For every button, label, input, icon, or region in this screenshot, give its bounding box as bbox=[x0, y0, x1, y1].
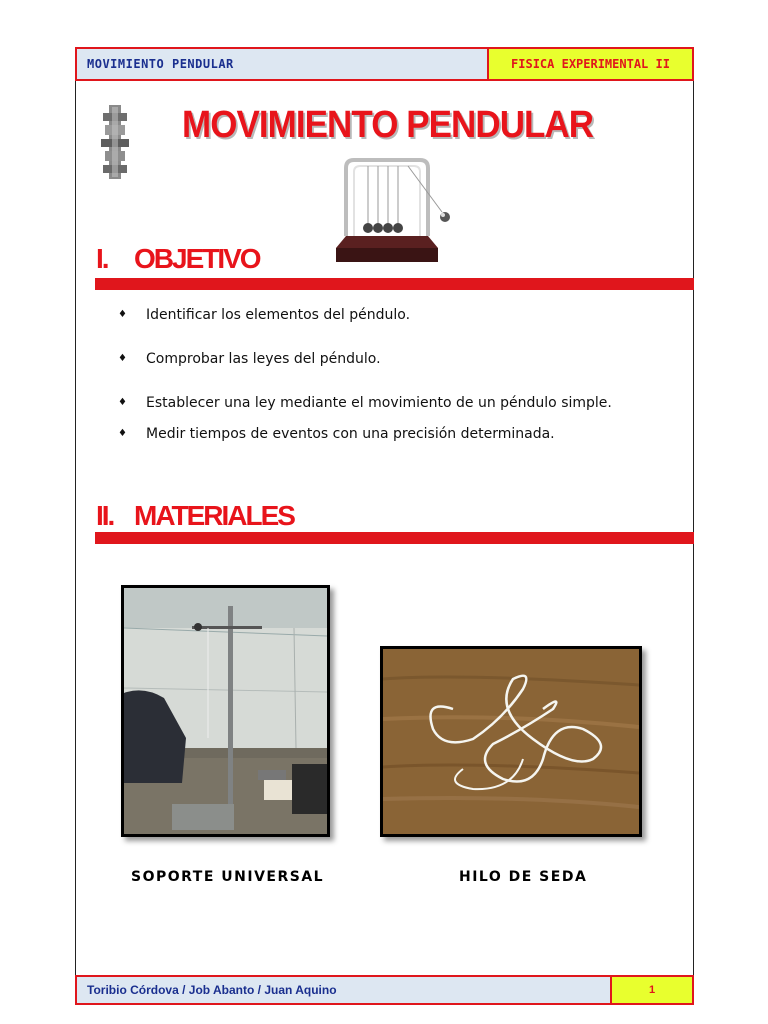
objective-text: Establecer una ley mediante el movimiento de un péndulo simple. bbox=[146, 395, 612, 411]
objective-text: Medir tiempos de eventos con una precisión determinada. bbox=[146, 426, 555, 442]
section-heading-objetivo bbox=[96, 243, 260, 275]
document-title: MOVIMIENTO PENDULAR bbox=[182, 104, 594, 146]
section-number: I. bbox=[96, 243, 108, 274]
section-divider bbox=[95, 532, 694, 544]
bullet-icon: ♦ bbox=[118, 353, 127, 364]
material-caption: SOPORTE UNIVERSAL bbox=[131, 869, 325, 885]
footer-authors: Toribio Córdova / Job Abanto / Juan Aquino bbox=[77, 977, 612, 1003]
page-footer bbox=[75, 975, 694, 1005]
list-item bbox=[118, 307, 410, 323]
page-header bbox=[75, 47, 694, 81]
section-title: MATERIALES bbox=[134, 500, 294, 531]
bullet-icon: ♦ bbox=[118, 428, 127, 439]
crest-emblem-icon bbox=[95, 103, 135, 181]
list-item bbox=[118, 351, 381, 367]
list-item bbox=[118, 426, 555, 442]
section-title: OBJETIVO bbox=[134, 243, 260, 274]
silk-thread-image-icon bbox=[383, 649, 639, 834]
universal-stand-photo bbox=[121, 585, 330, 837]
list-item bbox=[118, 395, 612, 411]
section-divider bbox=[95, 278, 694, 290]
page-number: 1 bbox=[612, 977, 692, 1003]
silk-thread-photo bbox=[380, 646, 642, 837]
objective-text: Identificar los elementos del péndulo. bbox=[146, 307, 411, 323]
header-course: FISICA EXPERIMENTAL II bbox=[489, 49, 692, 79]
universal-stand-image-icon bbox=[124, 588, 327, 834]
newtons-cradle-icon bbox=[332, 150, 460, 266]
objective-text: Comprobar las leyes del péndulo. bbox=[146, 351, 381, 367]
bullet-icon: ♦ bbox=[118, 397, 127, 408]
section-heading-materiales bbox=[96, 500, 294, 532]
section-number: II. bbox=[96, 500, 114, 531]
material-caption: HILO DE SEDA bbox=[459, 869, 588, 885]
bullet-icon: ♦ bbox=[118, 309, 127, 320]
header-title: MOVIMIENTO PENDULAR bbox=[77, 49, 489, 79]
